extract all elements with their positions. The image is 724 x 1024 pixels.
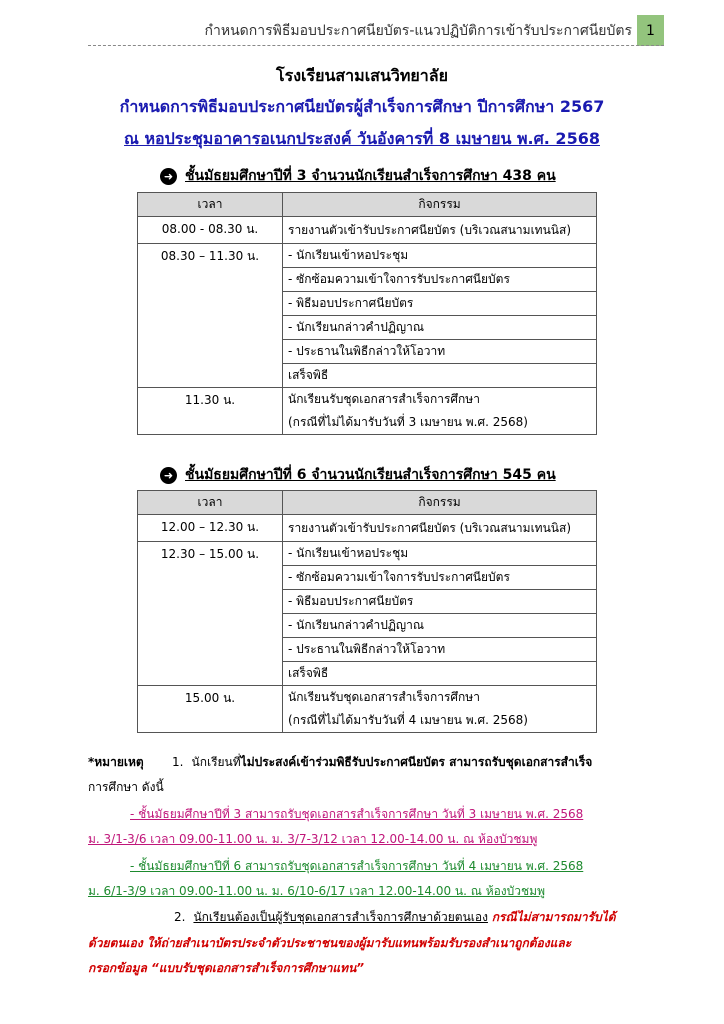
activity-cell: เสร็จพิธี xyxy=(283,364,597,388)
event-title: กำหนดการพิธีมอบประกาศนียบัตรผู้สำเร็จการศึกษา ปีการศึกษา 2567 xyxy=(119,97,605,116)
table-row xyxy=(138,388,597,435)
activity-line: นักเรียนรับชุดเอกสารสำเร็จการศึกษา xyxy=(288,392,480,406)
table-row xyxy=(138,515,597,542)
m6-pickup-line-2: ม. 6/1-3/9 เวลา 09.00-11.00 น. ม. 6/10-6/17 เวลา 12.00-14.00 น. ณ ห้องบัวชมพู xyxy=(88,884,545,898)
activity-cell: - ประธานในพิธีกล่าวให้โอวาท xyxy=(283,638,597,662)
activity-cell: - นักเรียนกล่าวคำปฏิญาณ xyxy=(283,614,597,638)
table-row xyxy=(138,217,597,244)
note-label: *หมายเหตุ xyxy=(88,755,144,769)
page-number-badge: 1 xyxy=(637,15,664,46)
note-number: 2. xyxy=(174,910,186,924)
section-heading-m6 xyxy=(160,464,556,486)
school-name: โรงเรียนสามเสนวิทยาลัย xyxy=(276,66,448,85)
time-cell: 12.30 – 15.00 น. xyxy=(138,542,283,686)
activity-cell: รายงานตัวเข้ารับประกาศนียบัตร (บริเวณสนามเทนนิส) xyxy=(283,217,597,244)
table-row xyxy=(138,244,597,268)
activity-cell: - ซักซ้อมความเข้าใจการรับประกาศนียบัตร xyxy=(283,268,597,292)
note-number: 1. xyxy=(172,755,184,769)
time-cell: 11.30 น. xyxy=(138,388,283,435)
m3-pickup-line-1: - ชั้นมัธยมศึกษาปีที่ 3 สามารถรับชุดเอกสารสำเร็จการศึกษา วันที่ 3 เมษายน พ.ศ. 2568 xyxy=(130,807,584,821)
activity-cell: เสร็จพิธี xyxy=(283,662,597,686)
note-item-2-line-3: กรอกข้อมูล “แบบรับชุดเอกสารสำเร็จการศึกษาแทน” xyxy=(88,961,365,975)
activity-cell: - พิธีมอบประกาศนียบัตร xyxy=(283,292,597,316)
table-header-row xyxy=(138,491,597,515)
schedule-table-m3 xyxy=(137,192,597,435)
time-cell: 08.00 - 08.30 น. xyxy=(138,217,283,244)
table-header-row xyxy=(138,193,597,217)
time-cell: 15.00 น. xyxy=(138,686,283,733)
note-warning-text: กรณีไม่สามารถมารับได้ xyxy=(491,910,616,924)
time-cell: 08.30 – 11.30 น. xyxy=(138,244,283,388)
activity-line: นักเรียนรับชุดเอกสารสำเร็จการศึกษา xyxy=(288,690,480,704)
note-text: นักเรียนต้องเป็นผู้รับชุดเอกสารสำเร็จการศึกษาด้วยตนเอง xyxy=(193,910,488,924)
m3-pickup-line-2: ม. 3/1-3/6 เวลา 09.00-11.00 น. ม. 3/7-3/12 เวลา 12.00-14.00 น. ณ ห้องบัวชมพู xyxy=(88,832,538,846)
note-bold-text: ไม่ประสงค์เข้าร่วมพิธีรับประกาศนียบัตร สามารถรับชุดเอกสารสำเร็จ xyxy=(240,755,593,769)
section-heading-m3 xyxy=(160,165,556,187)
activity-cell: - นักเรียนเข้าหอประชุม xyxy=(283,244,597,268)
note-item-2-line-2: ด้วยตนเอง ให้ถ่ายสำเนาบัตรประจำตัวประชาชนของผู้มารับแทนพร้อมรับรองสำเนาถูกต้องและ xyxy=(88,936,572,950)
note-item-2-line-1 xyxy=(174,908,724,927)
time-cell: 12.00 – 12.30 น. xyxy=(138,515,283,542)
activity-cell: - นักเรียนเข้าหอประชุม xyxy=(283,542,597,566)
note-text: นักเรียนที่ xyxy=(191,755,241,769)
running-header-title: กำหนดการพิธีมอบประกาศนียบัตร-แนวปฏิบัติการเข้ารับประกาศนียบัตร xyxy=(204,23,632,39)
activity-cell: รายงานตัวเข้ารับประกาศนียบัตร (บริเวณสนามเทนนิส) xyxy=(283,515,597,542)
column-header-time: เวลา xyxy=(138,491,283,515)
section-heading-text: ชั้นมัธยมศึกษาปีที่ 3 จำนวนนักเรียนสำเร็จการศึกษา 438 คน xyxy=(185,168,556,184)
column-header-activity: กิจกรรม xyxy=(283,193,597,217)
header-divider xyxy=(88,45,664,46)
table-row xyxy=(138,542,597,566)
m6-pickup-line-1: - ชั้นมัธยมศึกษาปีที่ 6 สามารถรับชุดเอกสารสำเร็จการศึกษา วันที่ 4 เมษายน พ.ศ. 2568 xyxy=(130,859,584,873)
activity-cell: - นักเรียนกล่าวคำปฏิญาณ xyxy=(283,316,597,340)
section-heading-text: ชั้นมัธยมศึกษาปีที่ 6 จำนวนนักเรียนสำเร็จการศึกษา 545 คน xyxy=(185,467,556,483)
arrow-right-icon: ➜ xyxy=(160,168,177,185)
event-venue-date: ณ หอประชุมอาคารอเนกประสงค์ วันอังคารที่ 8 เมษายน พ.ศ. 2568 xyxy=(124,129,600,148)
column-header-time: เวลา xyxy=(138,193,283,217)
activity-line: (กรณีที่ไม่ได้มารับวันที่ 4 เมษายน พ.ศ. 2568) xyxy=(288,713,528,727)
activity-cell xyxy=(283,686,597,733)
activity-line: (กรณีที่ไม่ได้มารับวันที่ 3 เมษายน พ.ศ. 2568) xyxy=(288,415,528,429)
note-item-1-line-1 xyxy=(88,753,648,772)
column-header-activity: กิจกรรม xyxy=(283,491,597,515)
activity-cell: - ซักซ้อมความเข้าใจการรับประกาศนียบัตร xyxy=(283,566,597,590)
activity-cell xyxy=(283,388,597,435)
schedule-table-m6 xyxy=(137,490,597,733)
note-item-1-line-2: การศึกษา ดังนี้ xyxy=(88,780,164,794)
table-row xyxy=(138,686,597,733)
arrow-right-icon: ➜ xyxy=(160,467,177,484)
activity-cell: - พิธีมอบประกาศนียบัตร xyxy=(283,590,597,614)
activity-cell: - ประธานในพิธีกล่าวให้โอวาท xyxy=(283,340,597,364)
